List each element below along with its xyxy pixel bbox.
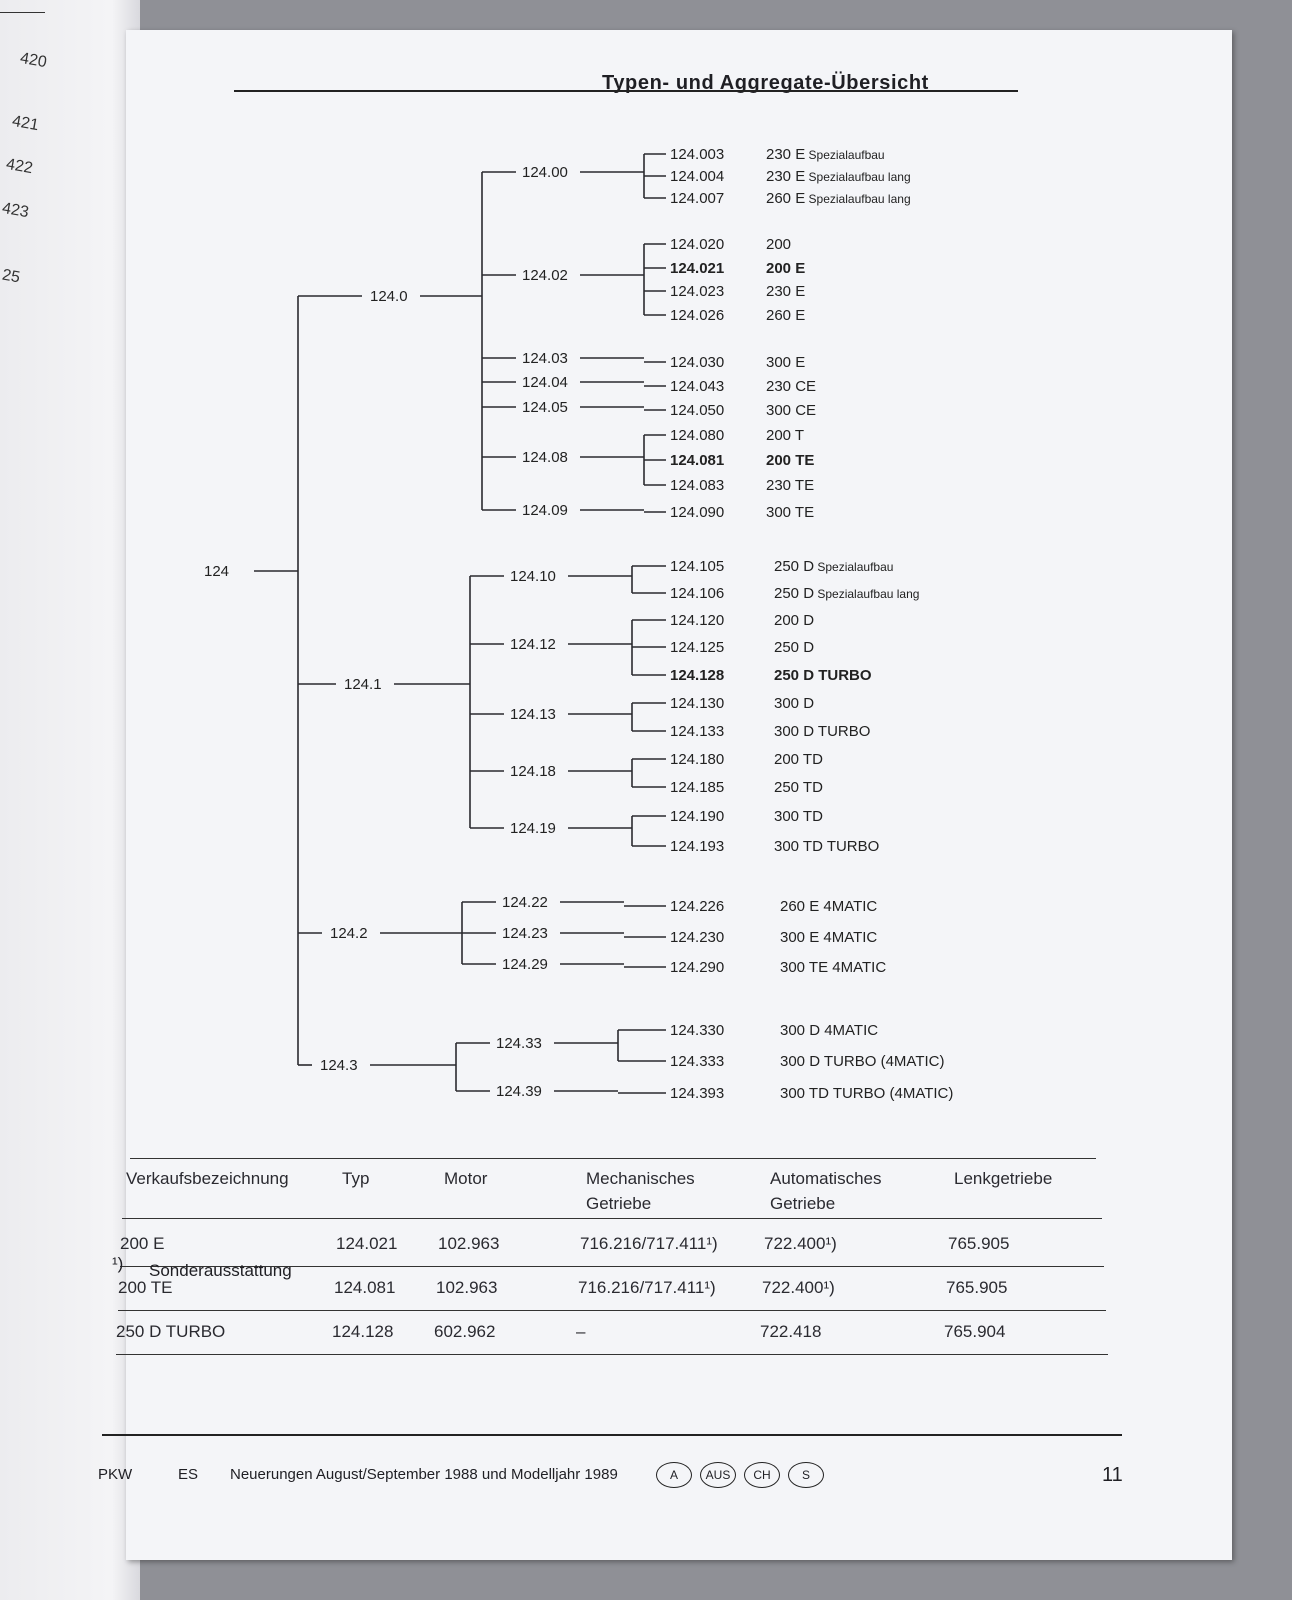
tree-leaf-typ: 124.026 [670, 307, 725, 324]
tree-subgroup-label: 124.29 [502, 956, 548, 973]
tree-leaf-name: 230 TE [766, 477, 815, 494]
previous-page-number: 420 [18, 49, 49, 72]
tree-leaf-name: 300 TE 4MATIC [780, 959, 887, 976]
previous-page-number: 421 [10, 112, 41, 135]
tree-leaf-typ: 124.120 [670, 612, 725, 629]
footer-rule [102, 1434, 1122, 1436]
tree-leaf-typ: 124.003 [670, 146, 725, 163]
document-page [98, 30, 1232, 1560]
country-badge-s: S [788, 1462, 824, 1488]
table-row-rule [116, 1354, 1108, 1355]
table-cell: 200 E [120, 1234, 165, 1253]
tree-leaf-name: 200 TD [774, 751, 823, 768]
tree-leaf-name: 250 D TURBO [774, 667, 872, 684]
table-cell: 124.128 [332, 1322, 394, 1341]
tree-leaf-typ: 124.023 [670, 283, 725, 300]
tree-subgroup-label: 124.12 [510, 636, 556, 653]
tree-leaf-suffix: Spezialaufbau lang [805, 170, 911, 184]
tree-leaf-typ: 124.050 [670, 402, 725, 419]
tree-leaf-typ: 124.105 [670, 558, 725, 575]
tree-subgroup-label: 124.33 [496, 1035, 542, 1052]
tree-leaf-typ: 124.226 [670, 898, 725, 915]
type-tree-diagram [126, 30, 1232, 1150]
tree-leaf-typ: 124.080 [670, 427, 725, 444]
tree-subgroup-label: 124.09 [522, 502, 568, 519]
footer-title: Neuerungen August/September 1988 und Modelljahr 1989 [230, 1466, 618, 1483]
table-header-rule [122, 1218, 1102, 1219]
tree-leaf-typ: 124.133 [670, 723, 725, 740]
tree-leaf-typ: 124.230 [670, 929, 725, 946]
table-cell: 722.400¹) [764, 1234, 837, 1253]
country-badge-a: A [656, 1462, 692, 1488]
tree-root-label: 124 [204, 563, 230, 580]
tree-leaf-name: 300 E [766, 354, 806, 371]
table-header-cell: Verkaufsbezeichnung [126, 1169, 289, 1188]
tree-leaf-name: 300 TD TURBO (4MATIC) [780, 1085, 954, 1102]
table-cell: 722.400¹) [762, 1278, 835, 1297]
previous-page-edge [0, 0, 140, 1600]
table-top-rule [130, 1158, 1096, 1159]
tree-leaf-name: 200 D [774, 612, 815, 629]
tree-leaf-suffix: Spezialaufbau [814, 560, 894, 574]
tree-leaf-typ: 124.090 [670, 504, 725, 521]
footer-category: PKW [98, 1466, 133, 1483]
table-cell: 200 TE [118, 1278, 173, 1297]
tree-leaf-name: 250 TD [774, 779, 823, 796]
tree-leaf-name: 300 D [774, 695, 815, 712]
tree-leaf-name: 250 D [774, 639, 815, 656]
table-cell: 102.963 [438, 1234, 500, 1253]
tree-leaf-typ: 124.125 [670, 639, 725, 656]
tree-leaf-name: 200 T [766, 427, 805, 444]
table-cell: 765.905 [946, 1278, 1008, 1297]
tree-leaf-name: 260 E 4MATIC [780, 898, 878, 915]
tree-leaf-name: 300 D TURBO (4MATIC) [780, 1053, 945, 1070]
table-header-cell: Typ [342, 1169, 370, 1188]
table-cell: 124.081 [334, 1278, 396, 1297]
tree-leaf-typ: 124.004 [670, 168, 725, 185]
tree-subgroup-label: 124.02 [522, 267, 568, 284]
table-cell: 124.021 [336, 1234, 398, 1253]
tree-leaf-suffix: Spezialaufbau [805, 148, 885, 162]
tree-leaf-name: 260 E Spezialaufbau lang [766, 190, 911, 207]
table-cell: 765.904 [944, 1322, 1006, 1341]
table-row-rule [118, 1310, 1106, 1311]
tree-leaf-typ: 124.290 [670, 959, 725, 976]
tree-leaf-name: 230 E [766, 283, 806, 300]
tree-subgroup-label: 124.03 [522, 350, 568, 367]
table-header-cell: Automatisches Getriebe [770, 1169, 882, 1213]
tree-leaf-typ: 124.083 [670, 477, 725, 494]
tree-leaf-suffix: Spezialaufbau lang [805, 192, 911, 206]
tree-leaf-name: 300 CE [766, 402, 817, 419]
country-badge-aus: AUS [700, 1462, 736, 1488]
tree-subgroup-label: 124.19 [510, 820, 556, 837]
tree-leaf-name: 250 D Spezialaufbau lang [774, 585, 920, 602]
table-cell: 716.216/717.411¹) [578, 1278, 716, 1297]
tree-leaf-name: 200 E [766, 260, 806, 277]
table-header-cell: Mechanisches Getriebe [586, 1169, 695, 1213]
tree-subgroup-label: 124.10 [510, 568, 556, 585]
tree-subgroup-label: 124.05 [522, 399, 568, 416]
tree-leaf-typ: 124.185 [670, 779, 725, 796]
previous-page-number: 423 [0, 199, 31, 222]
tree-subgroup-label: 124.22 [502, 894, 548, 911]
tree-leaf-name: 200 TE [766, 452, 815, 469]
table-cell: 716.216/717.411¹) [580, 1234, 718, 1253]
tree-group-label: 124.3 [320, 1057, 358, 1074]
tree-leaf-name: 230 CE [766, 378, 817, 395]
tree-subgroup-label: 124.08 [522, 449, 568, 466]
tree-leaf-name: 300 D 4MATIC [780, 1022, 879, 1039]
tree-leaf-name: 300 TD [774, 808, 823, 825]
tree-leaf-typ: 124.393 [670, 1085, 725, 1102]
tree-leaf-suffix: Spezialaufbau lang [814, 587, 920, 601]
country-badge-ch: CH [744, 1462, 780, 1488]
tree-subgroup-label: 124.18 [510, 763, 556, 780]
tree-leaf-typ: 124.193 [670, 838, 725, 855]
footnote-mark: ¹) [112, 1254, 124, 1273]
table-header-cell: Motor [444, 1169, 488, 1188]
tree-subgroup-label: 124.04 [522, 374, 568, 391]
tree-leaf-typ: 124.128 [670, 667, 725, 684]
tree-leaf-typ: 124.020 [670, 236, 725, 253]
tree-group-label: 124.2 [330, 925, 368, 942]
table-cell: 102.963 [436, 1278, 498, 1297]
tree-leaf-typ: 124.081 [670, 452, 725, 469]
tree-leaf-typ: 124.007 [670, 190, 725, 207]
tree-leaf-typ: 124.190 [670, 808, 725, 825]
tree-leaf-typ: 124.333 [670, 1053, 725, 1070]
tree-leaf-typ: 124.130 [670, 695, 725, 712]
tree-leaf-typ: 124.030 [670, 354, 725, 371]
tree-leaf-name: 230 E Spezialaufbau [766, 146, 885, 163]
tree-leaf-name: 300 D TURBO [774, 723, 871, 740]
tree-leaf-typ: 124.330 [670, 1022, 725, 1039]
tree-subgroup-label: 124.00 [522, 164, 568, 181]
page-number: 11 [1102, 1464, 1123, 1486]
table-cell: – [576, 1322, 586, 1341]
tree-leaf-name: 300 TE [766, 504, 815, 521]
tree-leaf-name: 300 E 4MATIC [780, 929, 878, 946]
footnote-text: Sonderausstattung [149, 1261, 292, 1280]
tree-leaf-name: 300 TD TURBO [774, 838, 880, 855]
tree-leaf-name: 250 D Spezialaufbau [774, 558, 894, 575]
tree-group-label: 124.0 [370, 288, 408, 305]
previous-page-rule [0, 12, 45, 13]
tree-leaf-typ: 124.106 [670, 585, 725, 602]
page-title: Typen- und Aggregate-Übersicht [602, 72, 929, 94]
tree-subgroup-label: 124.39 [496, 1083, 542, 1100]
table-cell: 722.418 [760, 1322, 822, 1341]
tree-subgroup-label: 124.23 [502, 925, 548, 942]
tree-leaf-name: 260 E [766, 307, 806, 324]
footer-language: ES [178, 1466, 199, 1483]
tree-leaf-typ: 124.021 [670, 260, 725, 277]
tree-group-label: 124.1 [344, 676, 382, 693]
tree-subgroup-label: 124.13 [510, 706, 556, 723]
tree-leaf-typ: 124.180 [670, 751, 725, 768]
table-cell: 765.905 [948, 1234, 1010, 1253]
previous-page-number: 422 [4, 155, 35, 178]
table-cell: 602.962 [434, 1322, 496, 1341]
tree-leaf-typ: 124.043 [670, 378, 725, 395]
tree-leaf-name: 230 E Spezialaufbau lang [766, 168, 911, 185]
previous-page-number: 25 [0, 266, 22, 287]
table-header-cell: Lenkgetriebe [954, 1169, 1053, 1188]
tree-leaf-name: 200 [766, 236, 792, 253]
table-cell: 250 D TURBO [116, 1322, 226, 1341]
